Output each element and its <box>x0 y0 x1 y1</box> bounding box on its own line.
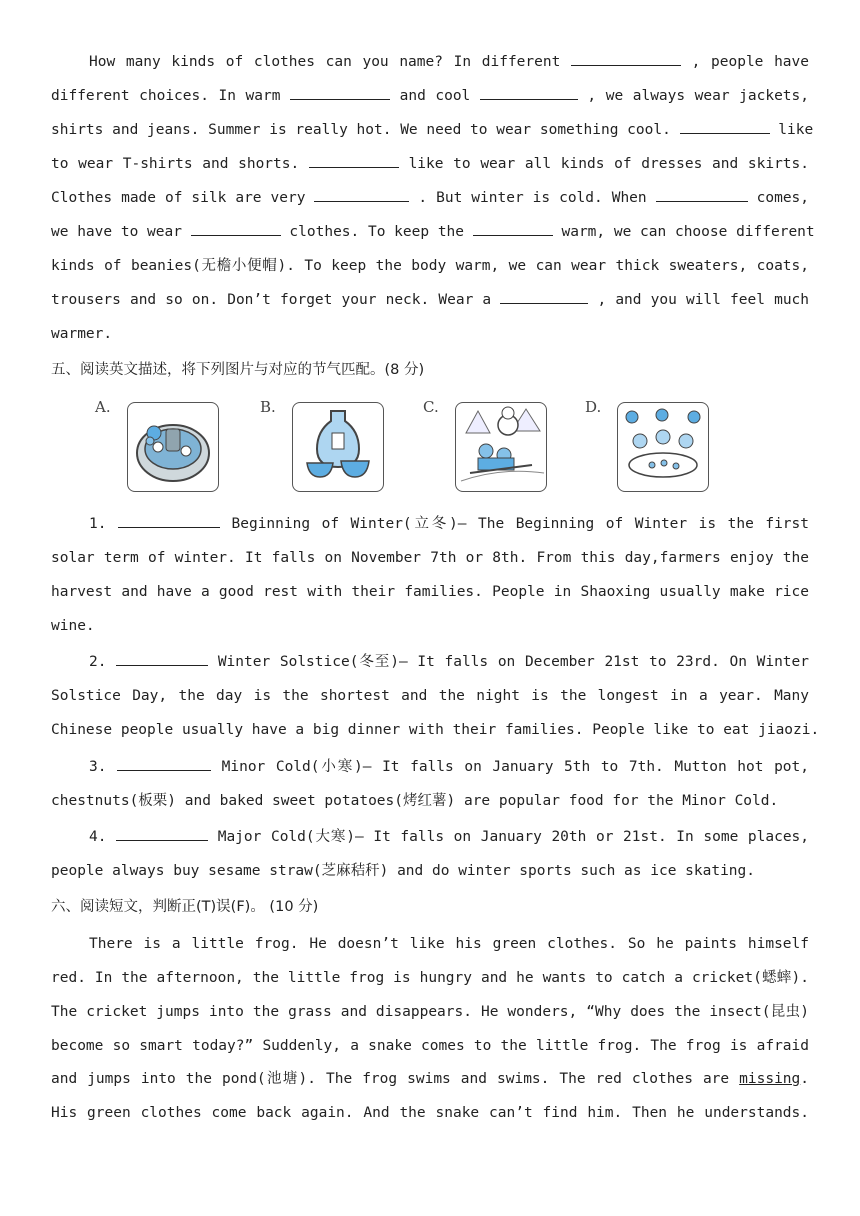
item-2-line-2: Solstice Day, the day is the shortest and the night is the longest in a year. Many <box>51 688 809 704</box>
story-line-1: There is a little frog. He doesn’t like his green clothes. So he paints himself <box>89 936 809 952</box>
section-5-heading: 五、阅读英文描述，将下列图片与对应的节气匹配。(8 分) <box>51 362 425 378</box>
picture-row <box>95 392 715 497</box>
answer-blank[interactable] <box>116 828 208 841</box>
rice-wine-icon <box>292 402 384 492</box>
picture-label: C. <box>423 398 439 416</box>
passage-line-1: How many kinds of clothes can you name? In different , people have <box>89 54 809 70</box>
item-4-line-2: people always buy sesame straw(芝麻秸秆) and do winter sports such as ice skating. <box>51 863 756 879</box>
answer-blank[interactable] <box>680 121 770 134</box>
picture-a <box>95 392 235 497</box>
answer-blank[interactable] <box>290 87 390 100</box>
answer-blank[interactable] <box>118 515 220 528</box>
picture-b <box>260 392 400 497</box>
answer-blank[interactable] <box>309 155 399 168</box>
item-1-line-3: harvest and have a good rest with their families. People in Shaoxing usually make rice <box>51 584 809 600</box>
answer-blank[interactable] <box>500 291 588 304</box>
picture-d <box>585 392 725 497</box>
answer-blank[interactable] <box>314 189 409 202</box>
picture-label: D. <box>585 398 602 416</box>
item-3-line-2: chestnuts(板栗) and baked sweet potatoes(烤红薯) are popular food for the Minor Cold. <box>51 793 779 809</box>
passage-line-4: to wear T-shirts and shorts. like to wear all kinds of dresses and skirts. <box>51 156 809 172</box>
story-line-2: red. In the afternoon, the little frog is hungry and he wants to catch a cricket(蟋蟀). <box>51 970 809 986</box>
item-4-line-1: 4. Major Cold(大寒)— It falls on January 20th or 21st. In some places, <box>89 829 810 845</box>
answer-blank[interactable] <box>117 758 211 771</box>
answer-blank[interactable] <box>191 223 281 236</box>
answer-blank[interactable] <box>480 87 578 100</box>
story-line-5: and jumps into the pond(池塘). The frog swims and swims. The red clothes are missing. <box>51 1071 809 1087</box>
passage-line-7: kinds of beanies(无檐小便帽). To keep the body warm, we can wear thick sweaters, coats, <box>51 258 809 274</box>
passage-line-9: warmer. <box>51 326 113 342</box>
answer-blank[interactable] <box>116 653 208 666</box>
answer-blank[interactable] <box>473 223 553 236</box>
picture-label: A. <box>95 398 111 416</box>
passage-line-8: trousers and so on. Don’t forget your neck. Wear a , and you will feel much <box>51 292 810 308</box>
item-2-line-3: Chinese people usually have a big dinner with their families. People like to eat jiaozi. <box>51 722 820 738</box>
passage-line-6: we have to wear clothes. To keep the warm, we can choose different <box>51 224 815 240</box>
item-2-line-1: 2. Winter Solstice(冬至)— It falls on December 21st to 23rd. On Winter <box>89 654 809 670</box>
item-1-line-4: wine. <box>51 618 95 634</box>
snow-sled-icon <box>455 402 547 492</box>
underlined-word: missing <box>739 1071 801 1087</box>
story-line-4: become so smart today?” Suddenly, a snake comes to the little frog. The frog is afraid <box>51 1038 809 1054</box>
item-1-line-1: 1. Beginning of Winter(立冬)— The Beginning of Winter is the first <box>89 516 809 532</box>
story-line-6: His green clothes come back again. And the snake can’t find him. Then he understands. <box>51 1105 809 1121</box>
picture-c <box>423 392 563 497</box>
passage-line-2: different choices. In warm and cool , we always wear jackets, <box>51 88 809 104</box>
answer-blank[interactable] <box>656 189 748 202</box>
story-line-3: The cricket jumps into the grass and disappears. He wonders, “Why does the insect(昆虫) <box>51 1004 809 1020</box>
passage-line-3: shirts and jeans. Summer is really hot. We need to wear something cool. like <box>51 122 814 138</box>
family-dinner-icon <box>617 402 709 492</box>
passage-line-5: Clothes made of silk are very . But winter is cold. When comes, <box>51 190 810 206</box>
section-6-heading: 六、阅读短文，判断正(T)误(F)。 (10 分) <box>51 899 319 915</box>
answer-blank[interactable] <box>571 53 681 66</box>
hot-pot-icon <box>127 402 219 492</box>
picture-label: B. <box>260 398 276 416</box>
item-1-line-2: solar term of winter. It falls on November 7th or 8th. From this day,farmers enjoy the <box>51 550 809 566</box>
item-3-line-1: 3. Minor Cold(小寒)— It falls on January 5th to 7th. Mutton hot pot, <box>89 759 809 775</box>
